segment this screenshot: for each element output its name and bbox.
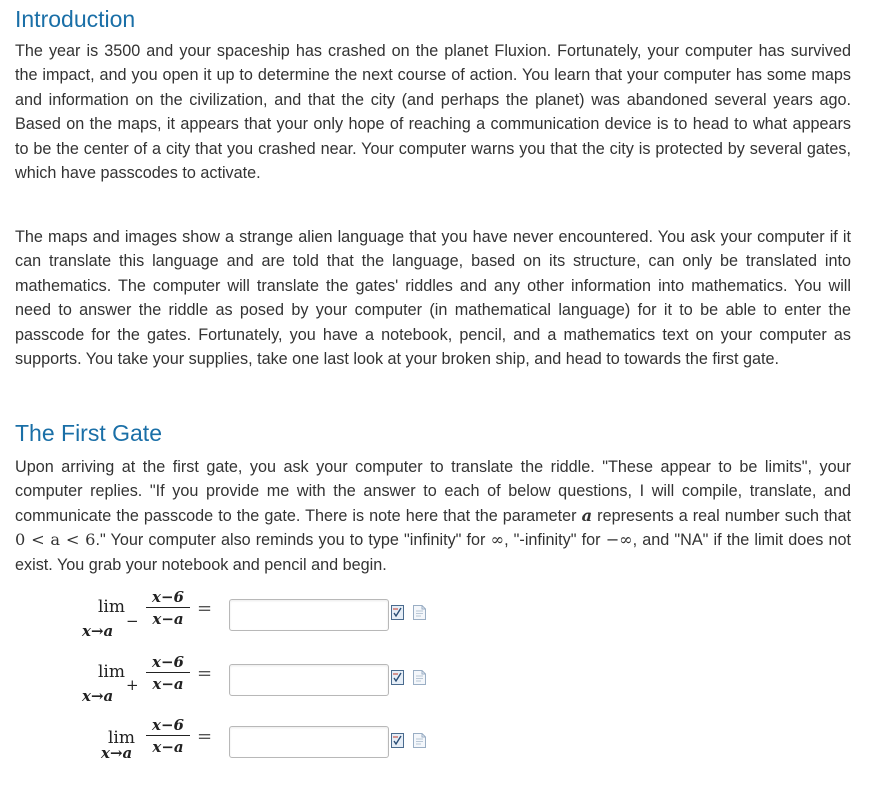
limit-problem-1 (0, 584, 884, 644)
gate-heading: The First Gate (15, 420, 162, 446)
lim-direction: − (126, 612, 139, 630)
fraction-bar (146, 607, 190, 608)
math-preview-icon[interactable] (391, 605, 404, 620)
intro-heading: Introduction (15, 6, 136, 32)
neg-infinity-symbol: −∞ (605, 530, 633, 550)
equals-sign: = (197, 598, 213, 619)
equals-sign: = (197, 726, 213, 747)
lim-subscript: x→a (101, 744, 133, 762)
answer-preview-icon[interactable] (413, 733, 426, 748)
answer-input-1[interactable] (229, 599, 389, 631)
param-condition: 0 < a < 6 (15, 530, 96, 550)
intro-paragraph-1: The year is 3500 and your spaceship has crashed on the planet Fluxion. Fortunately, your computer has survived the impact, and you open it up to determine the next course of action. You learn that your computer has some maps and information on the civilization, and that the city (and perhaps the planet) was abandoned several years ago. Based on the maps, it appears that your only hope of reaching a communication device is to head to what appears to be the center of a city that you crashed near. Your computer warns you that the city is protected by several gates, which have passcodes to activate. (15, 42, 851, 183)
fraction-bar (146, 735, 190, 736)
lim-subscript: x→a (82, 687, 114, 705)
denominator: x−a (152, 675, 184, 693)
numerator: x−6 (152, 588, 184, 606)
gate-paragraph: Upon arriving at the first gate, you ask your computer to translate the riddle. "These appear to be limits", your computer replies. "If you provide me with the answer to each of below questions, I will compile, translate, and communicate the passcode to the gate. There is note here that the parameter a represents a real number such that 0 < a < 6." Your computer also reminds you to type "infinity" for ∞, "-infinity" for −∞, and "NA" if the limit does not exist. You grab your notebook and pencil and begin. (15, 458, 851, 574)
numerator: x−6 (152, 653, 184, 671)
lim-direction: + (126, 676, 139, 694)
param-a: a (581, 505, 593, 525)
math-preview-icon[interactable] (391, 670, 404, 685)
answer-input-2[interactable] (229, 664, 389, 696)
denominator: x−a (152, 738, 184, 756)
fraction (146, 716, 190, 756)
lim-subscript: x→a (82, 622, 114, 640)
intro-paragraph-2: The maps and images show a strange alien language that you have never encountered. You ask your computer if it can translate this language and are told that the language, based on its structure, can only be translated into mathematics. The computer will translate the gates' riddles and any other information into mathematics. You will need to answer the riddle as posed by your computer (in mathematical language) for it to be able to enter the passcode for the gates. Fortunately, you have a notebook, pencil, and a mathematics text on your computer as supports. You take your supplies, take one last look at your broken ship, and head to towards the first gate. (15, 228, 851, 369)
limit-problem-2 (0, 649, 884, 709)
math-preview-icon[interactable] (391, 733, 404, 748)
limit-problem-3 (0, 712, 884, 772)
answer-preview-icon[interactable] (413, 670, 426, 685)
fraction-bar (146, 672, 190, 673)
fraction (146, 653, 190, 693)
infinity-symbol: ∞ (490, 530, 505, 550)
numerator: x−6 (152, 716, 184, 734)
equals-sign: = (197, 663, 213, 684)
lim-label: lim (108, 728, 135, 748)
fraction (146, 588, 190, 628)
lim-label: lim (98, 597, 125, 617)
answer-preview-icon[interactable] (413, 605, 426, 620)
lim-label: lim (98, 662, 125, 682)
answer-input-3[interactable] (229, 726, 389, 758)
denominator: x−a (152, 610, 184, 628)
